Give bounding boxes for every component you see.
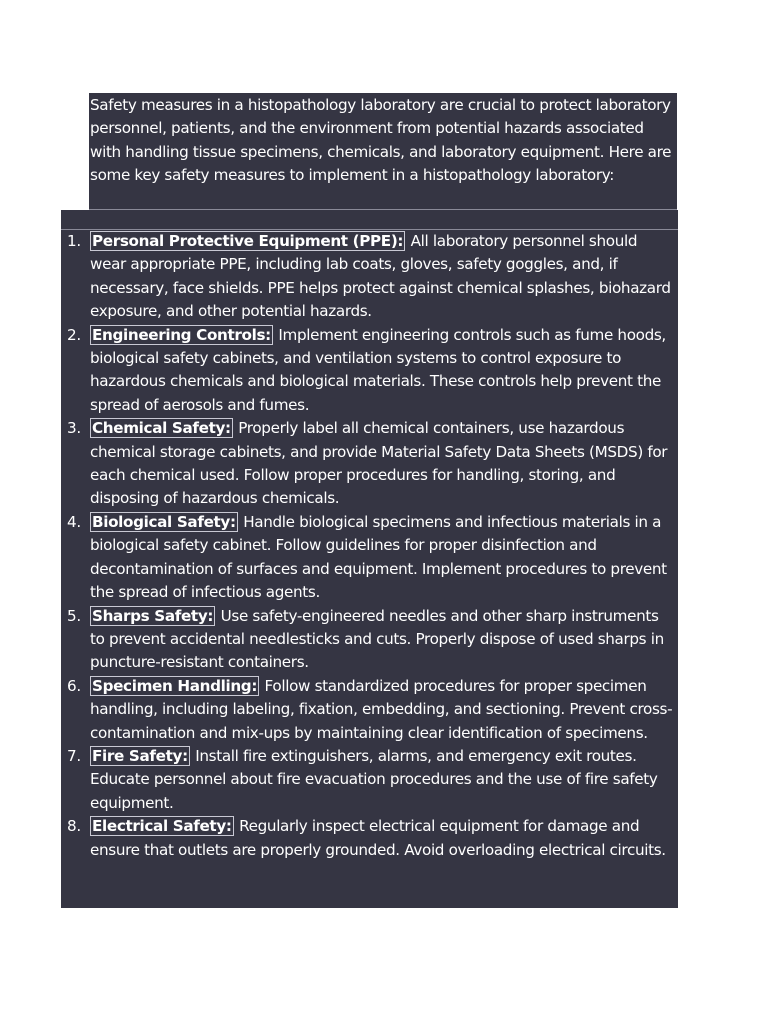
item-text: All laboratory personnel should wear appropriate PPE, including lab coats, gloves, safety goggles, and, if necessary, face shields. PPE helps protect against chemical splashes, biohazard exposure, and other potential hazards. [90, 232, 671, 321]
safety-measures-list [61, 230, 678, 862]
list-item [61, 815, 678, 862]
item-title: Personal Protective Equipment (PPE): [92, 232, 404, 250]
list-item [61, 605, 678, 675]
list-item [61, 230, 678, 324]
separator-bar [61, 210, 678, 230]
item-number: 2. [67, 325, 81, 344]
item-number: 7. [67, 746, 81, 765]
intro-paragraph: Safety measures in a histopathology laboratory are crucial to protect laboratory personnel, patients, and the environment from potential hazards associated with handling tissue specimens, chemicals, and laboratory equipment. Here are some key safety measures to implement in a histopathology laboratory: [90, 96, 672, 185]
item-title: Specimen Handling: [92, 676, 258, 695]
item-text: Regularly inspect electrical equipment for damage and ensure that outlets are properly grounded. Avoid overloading electrical circuits. [90, 817, 666, 859]
item-number: 3. [67, 419, 81, 438]
list-item [61, 745, 678, 815]
item-number: 6. [67, 676, 81, 695]
list-item [61, 675, 678, 745]
item-text: Use safety-engineered needles and other sharp instruments to prevent accidental needlesticks and cuts. Properly dispose of used sharps in puncture-resistant containers. [90, 606, 664, 672]
item-number: 1. [67, 232, 81, 250]
item-text: Install fire extinguishers, alarms, and emergency exit routes. Educate personnel about fire evacuation procedures and the use of fire safety equipment. [90, 746, 658, 812]
item-title: Chemical Safety: [92, 419, 231, 438]
item-text: Follow standardized procedures for proper specimen handling, including labeling, fixation, embedding, and sectioning. Prevent cross-contamination and mix-ups by maintaining clear identification of specimens. [90, 676, 673, 742]
safety-measures-block [61, 230, 678, 908]
item-text: Properly label all chemical containers, use hazardous chemical storage cabinets, and provide Material Safety Data Sheets (MSDS) for each chemical used. Follow proper procedures for handling, storing, and disposing of hazardous chemicals. [90, 419, 668, 508]
item-number: 4. [67, 512, 81, 531]
item-text: Handle biological specimens and infectious materials in a biological safety cabinet. Follow guidelines for proper disinfection and decontamination of surfaces and equipment. Implement procedures to prevent the spread of infectious agents. [90, 512, 667, 602]
item-title: Biological Safety: [92, 512, 236, 531]
list-item [61, 417, 678, 511]
list-item [61, 324, 678, 418]
item-title: Sharps Safety: [92, 606, 214, 625]
item-number: 8. [67, 817, 81, 836]
item-title: Engineering Controls: [92, 325, 271, 344]
item-text: Implement engineering controls such as fume hoods, biological safety cabinets, and ventilation systems to control exposure to hazardous chemicals and biological materials. These controls help prevent the spread of aerosols and fumes. [90, 325, 666, 414]
intro-block [89, 93, 677, 210]
list-item [61, 511, 678, 605]
item-number: 5. [67, 606, 81, 625]
item-title: Fire Safety: [92, 746, 188, 765]
item-title: Electrical Safety: [92, 817, 232, 836]
